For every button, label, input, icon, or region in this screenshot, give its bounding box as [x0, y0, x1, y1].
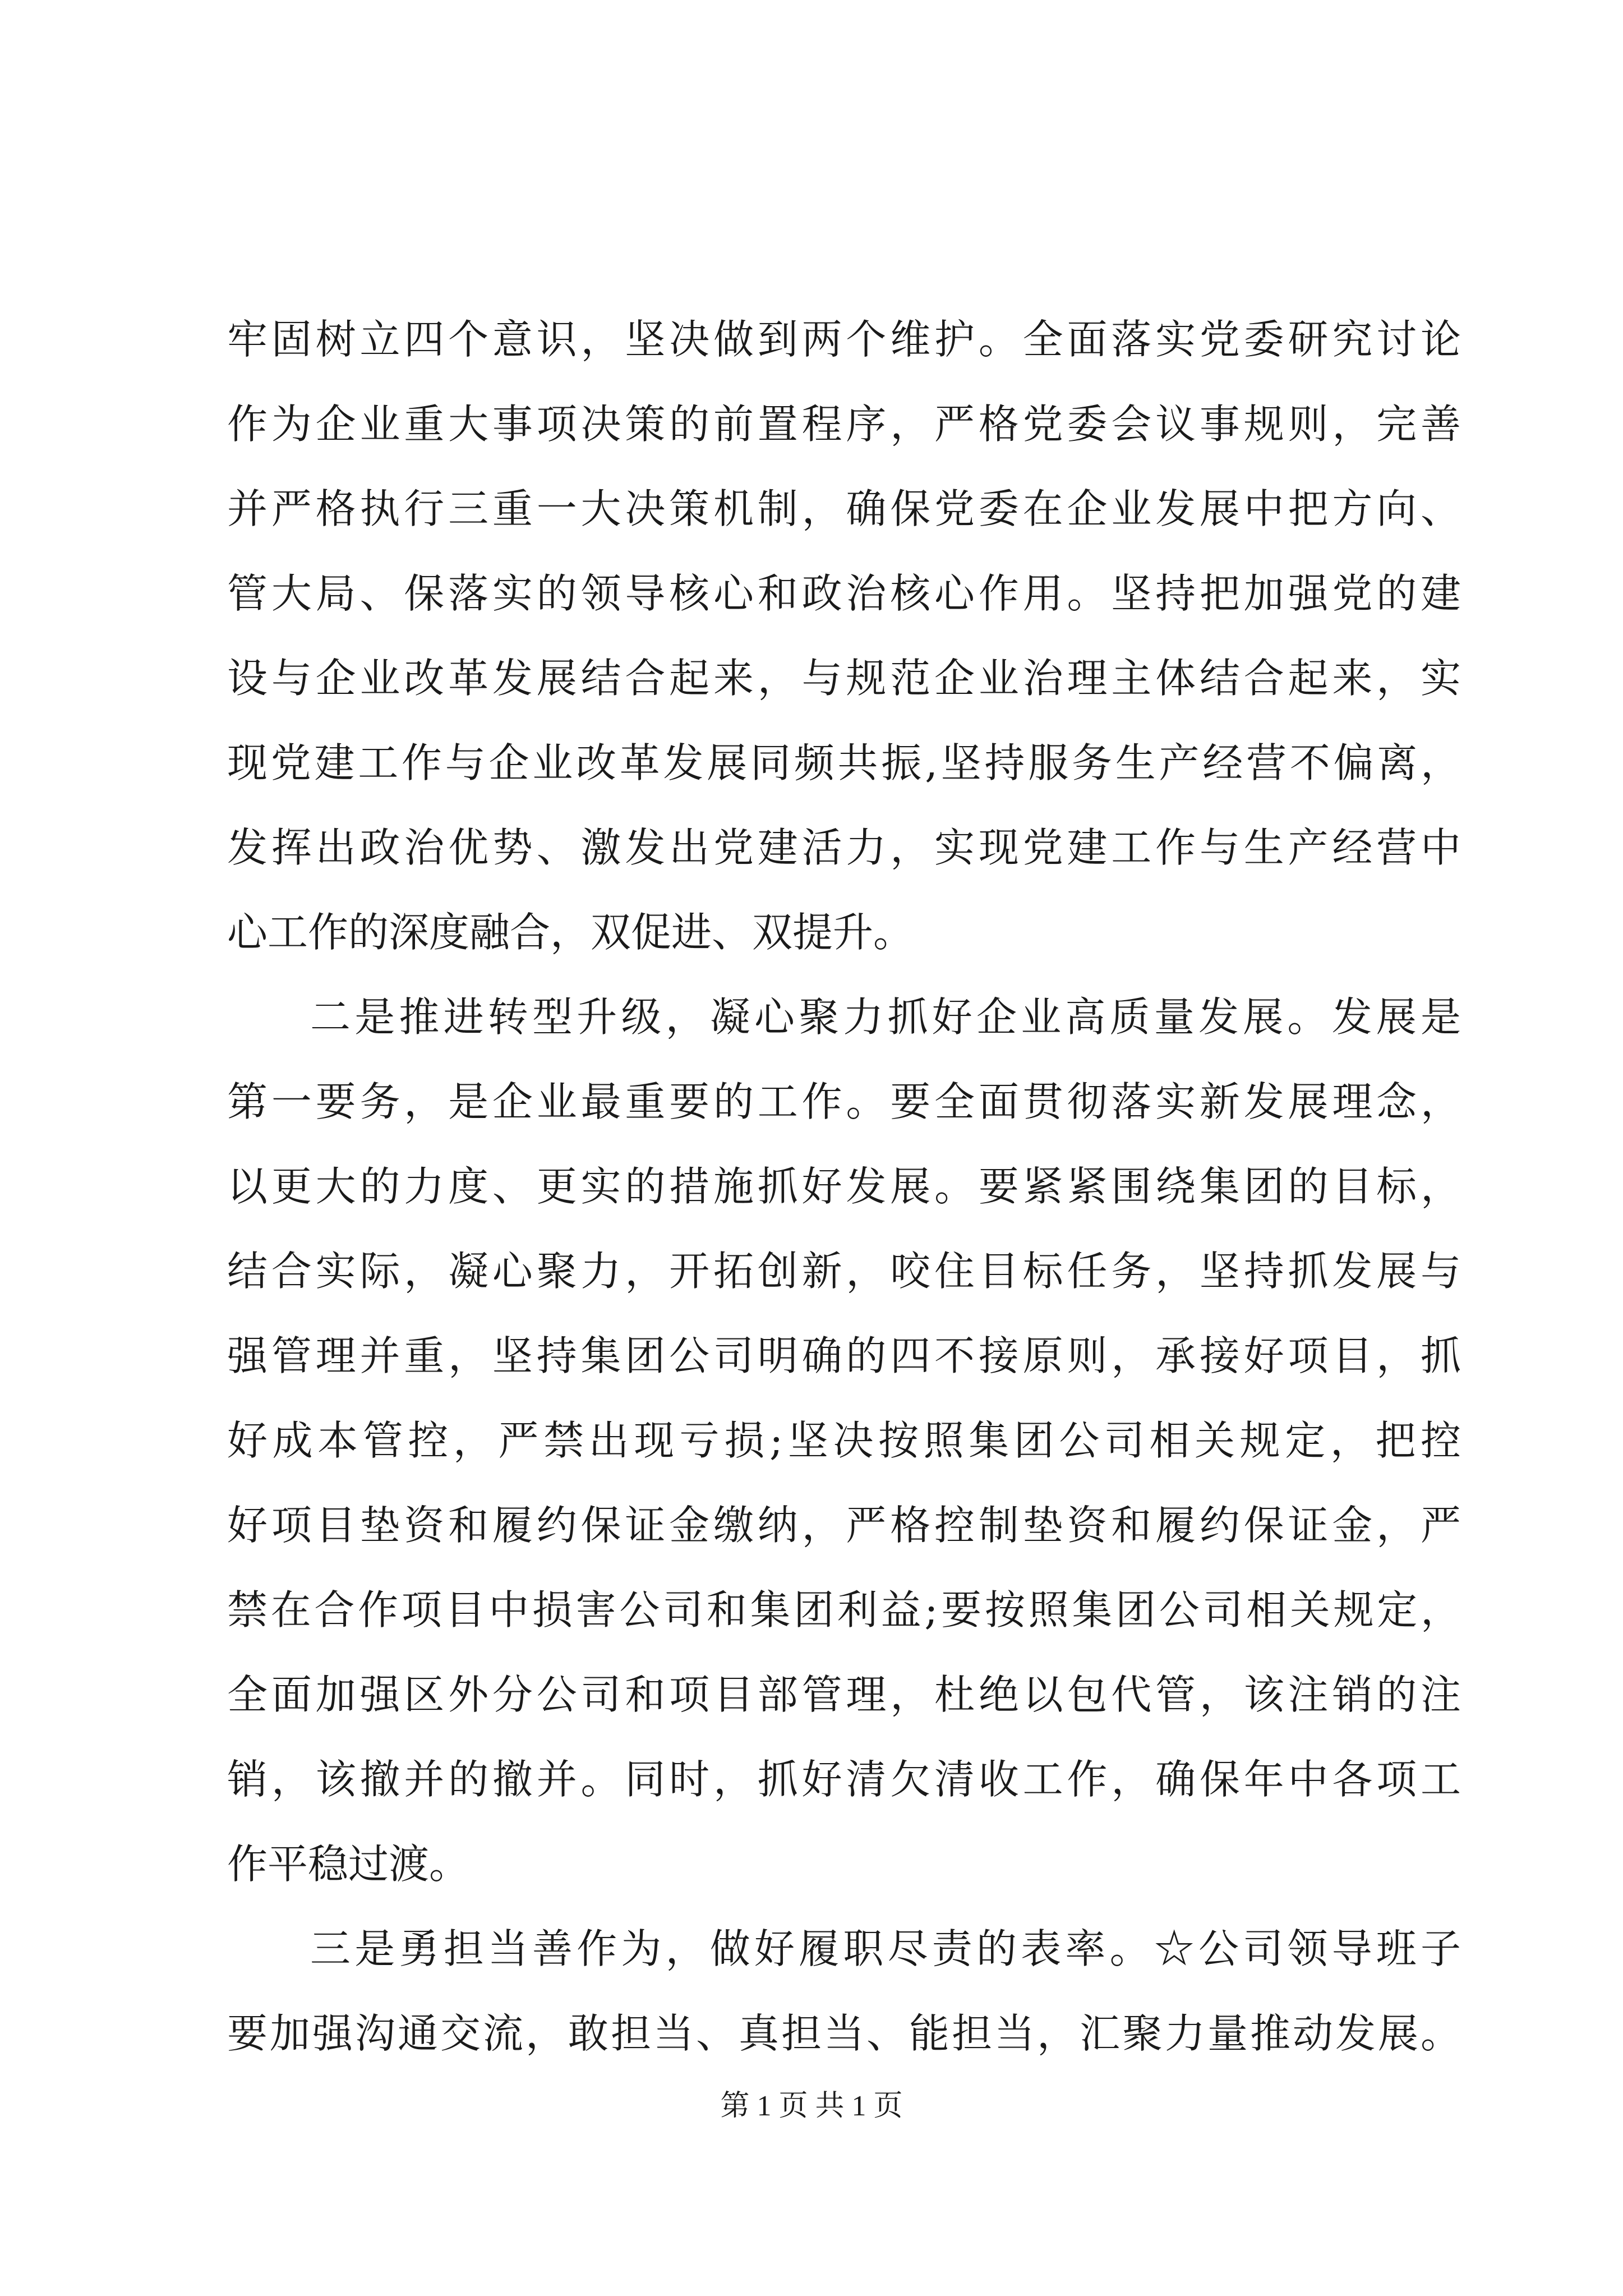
document-body: [227, 297, 1461, 2076]
text-line: 销，该撤并的撤并。同时，抓好清欠清收工作，确保年中各项工: [227, 1756, 1461, 1803]
text-line: 发挥出政治优势、激发出党建活力，实现党建工作与生产经营中: [227, 824, 1461, 871]
text-line: 好项目垫资和履约保证金缴纳，严格控制垫资和履约保证金，严: [227, 1502, 1461, 1549]
text-line: 要加强沟通交流，敢担当、真担当、能担当，汇聚力量推动发展。: [227, 2010, 1461, 2057]
paragraph-start-line: 三是勇担当善作为，做好履职尽责的表率。☆公司领导班子: [310, 1925, 1461, 1972]
page-footer: 第 1 页 共 1 页: [720, 2090, 903, 2122]
text-line: 以更大的力度、更实的措施抓好发展。要紧紧围绕集团的目标，: [227, 1163, 1461, 1210]
text-line: 好成本管控，严禁出现亏损;坚决按照集团公司相关规定，把控: [227, 1417, 1461, 1464]
text-line: 作为企业重大事项决策的前置程序，严格党委会议事规则，完善: [227, 401, 1461, 448]
text-line: 禁在合作项目中损害公司和集团利益;要按照集团公司相关规定，: [227, 1586, 1461, 1634]
text-line: 并严格执行三重一大决策机制，确保党委在企业发展中把方向、: [227, 485, 1461, 532]
text-line: 心工作的深度融合，双促进、双提升。: [227, 909, 914, 956]
text-line: 管大局、保落实的领导核心和政治核心作用。坚持把加强党的建: [227, 570, 1461, 617]
text-line: 第一要务，是企业最重要的工作。要全面贯彻落实新发展理念，: [227, 1078, 1461, 1125]
text-line: 现党建工作与企业改革发展同频共振,坚持服务生产经营不偏离，: [227, 739, 1461, 786]
text-line: 牢固树立四个意识，坚决做到两个维护。全面落实党委研究讨论: [227, 316, 1461, 363]
text-line: 作平稳过渡。: [227, 1841, 470, 1888]
text-line: 结合实际，凝心聚力，开拓创新，咬住目标任务，坚持抓发展与: [227, 1248, 1461, 1295]
paragraph-start-line: 二是推进转型升级，凝心聚力抓好企业高质量发展。发展是: [310, 993, 1461, 1041]
text-line: 强管理并重，坚持集团公司明确的四不接原则，承接好项目，抓: [227, 1332, 1461, 1379]
text-line: 设与企业改革发展结合起来，与规范企业治理主体结合起来，实: [227, 655, 1461, 702]
text-line: 全面加强区外分公司和项目部管理，杜绝以包代管，该注销的注: [227, 1671, 1461, 1718]
